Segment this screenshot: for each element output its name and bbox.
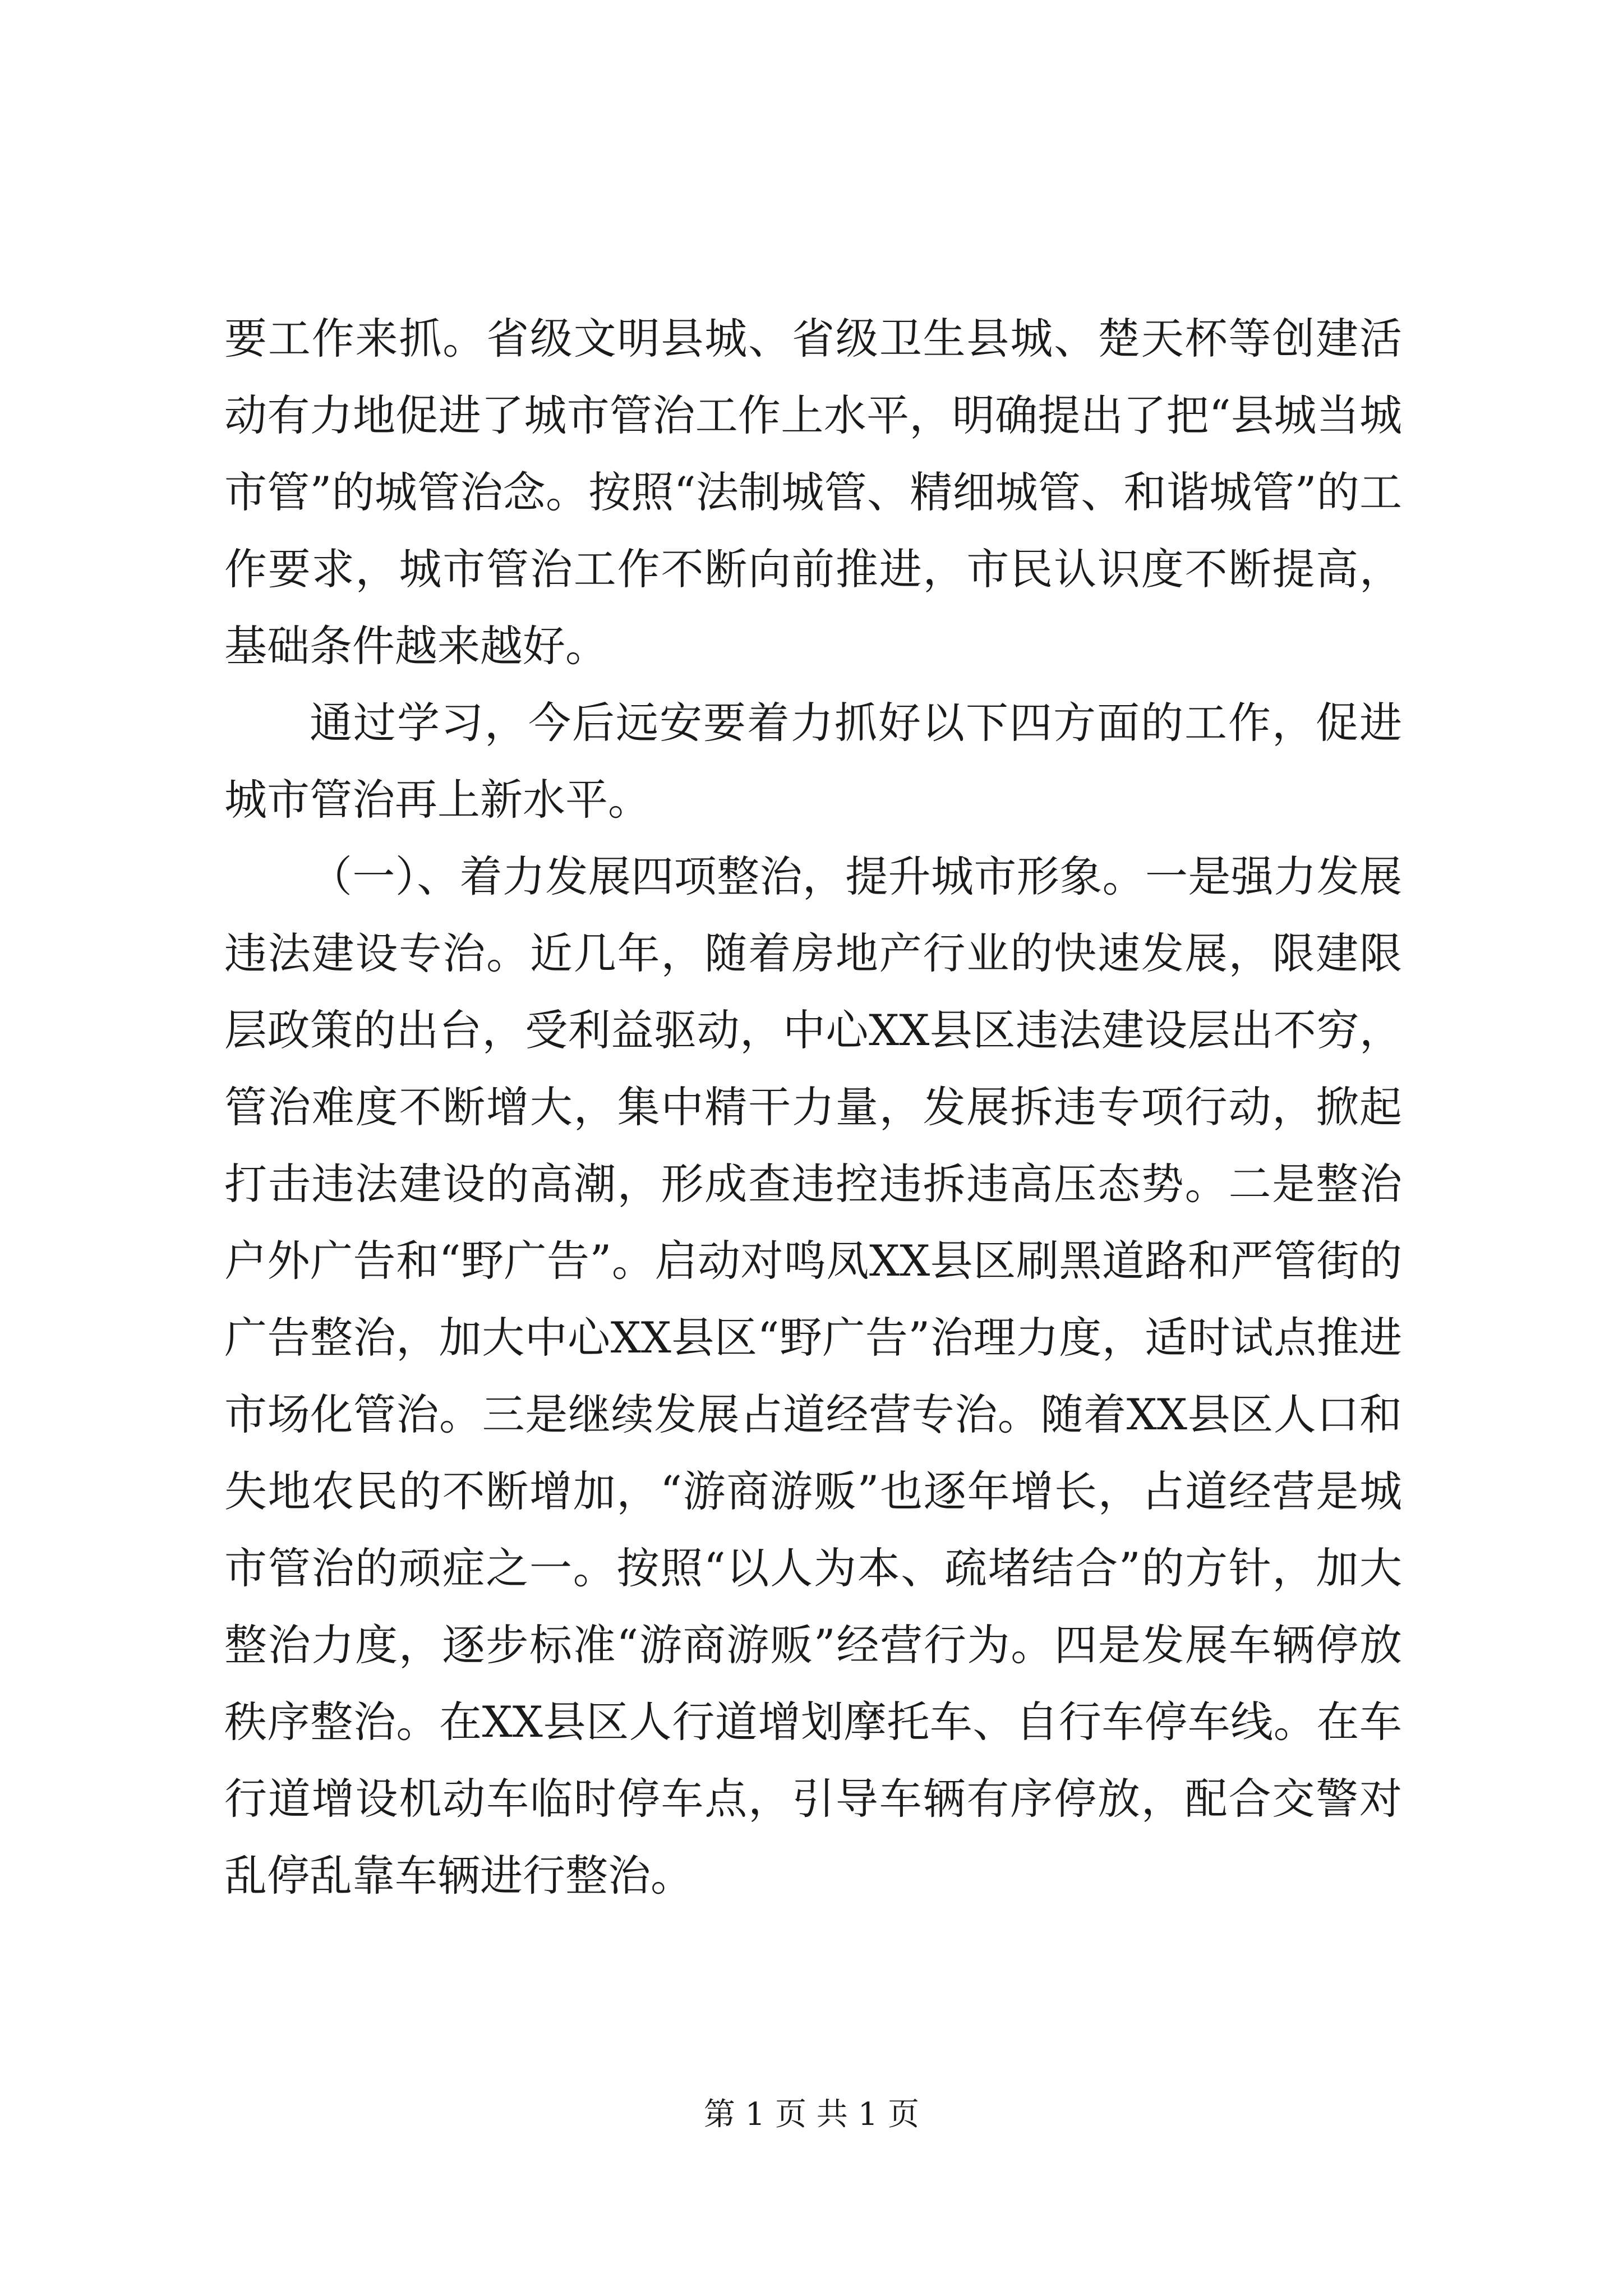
paragraph-3: （一）、着力发展四项整治，提升城市形象。一是强力发展违法建设专治。近几年，随着房地产行业的快速发展，限建限层政策的出台，受利益驱动，中心XX县区违法建设层出不穷，管治难度不断增大，集中精干力量，发展拆违专项行动，掀起打击违法建设的高潮，形成查违控违拆违高压态势。二是整治户外广告和“野广告”。启动对鸣凤XX县区刷黑道路和严管街的广告整治，加大中心XX县区“野广告”治理力度，适时试点推进市场化管治。三是继续发展占道经营专治。随着XX县区人口和失地农民的不断增加，“游商游贩”也逐年增长，占道经营是城市管治的顽症之一。按照“以人为本、疏堵结合”的方针，加大整治力度，逐步标准“游商游贩”经营行为。四是发展车辆停放秩序整治。在XX县区人行道增划摩托车、自行车停车线。在车行道增设机动车临时停车点，引导车辆有序停放，配合交警对乱停乱靠车辆进行整治。	[224, 852, 1402, 1901]
document-body	[224, 300, 1402, 1914]
page-footer: 第 1 页 共 1 页	[703, 2096, 920, 2133]
paragraph-1: 要工作来抓。省级文明县城、省级卫生县城、楚天杯等创建活动有力地促进了城市管治工作上水平，明确提出了把“县城当城市管”的城管治念。按照“法制城管、精细城管、和谐城管”的工作要求，城市管治工作不断向前推进，市民认识度不断提高，基础条件越来越好。	[224, 314, 1402, 671]
paragraph-2: 通过学习，今后远安要着力抓好以下四方面的工作，促进城市管治再上新水平。	[224, 698, 1402, 825]
